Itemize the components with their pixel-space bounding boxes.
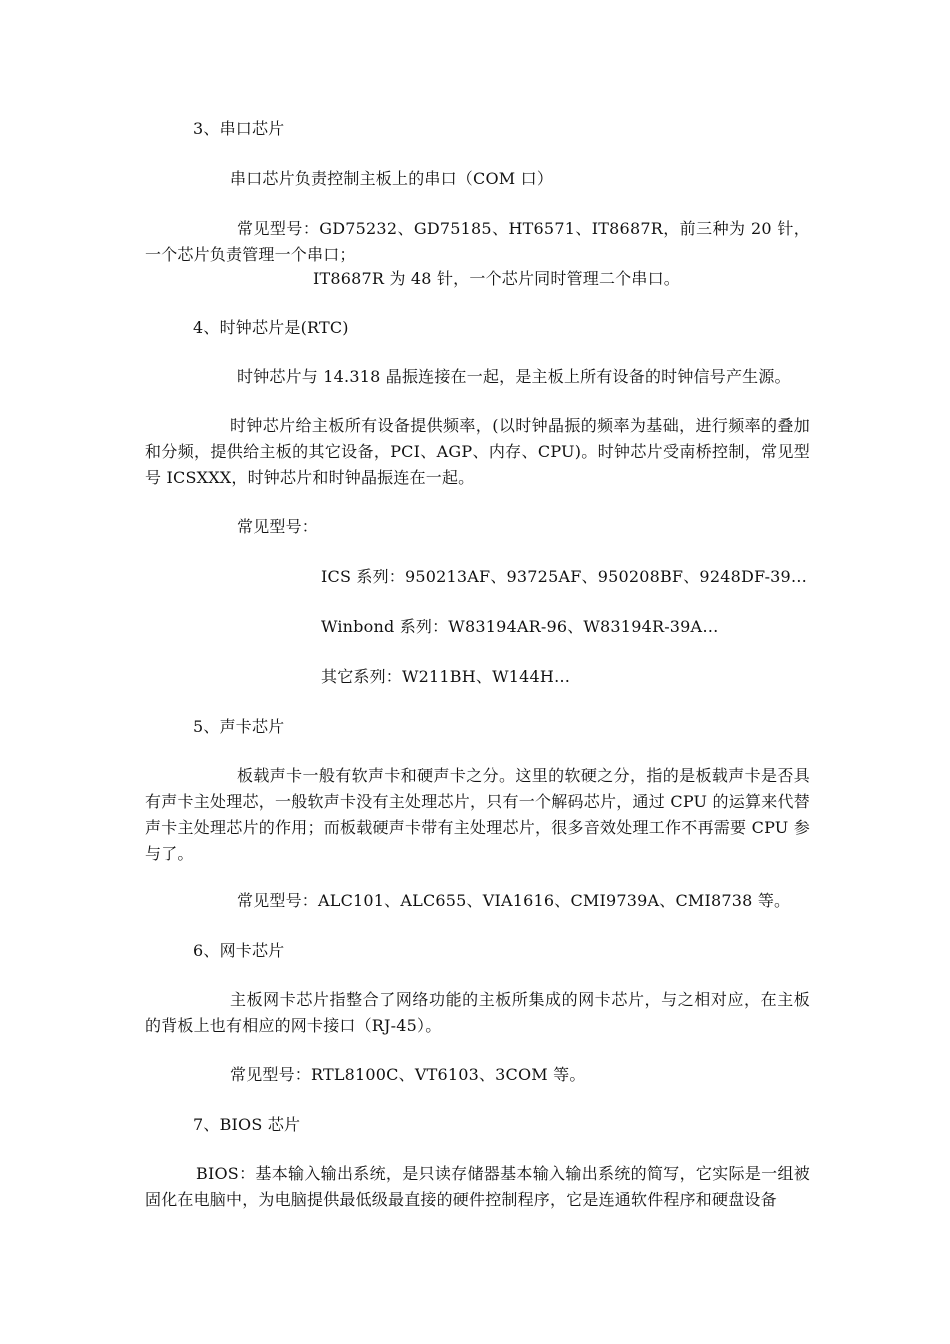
section-heading-serial-chip: 3、串口芯片	[193, 119, 285, 138]
sound-chip-models: 常见型号：ALC101、ALC655、VIA1616、CMI9739A、CMI8738 等。	[237, 891, 791, 910]
serial-chip-description: 串口芯片负责控制主板上的串口（COM 口）	[230, 169, 554, 188]
network-chip-description: 主板网卡芯片指整合了网络功能的主板所集成的网卡芯片，与之相对应，在主板的背板上也有相应的网卡接口（RJ-45）。	[145, 990, 810, 1035]
clock-chip-models-label: 常见型号：	[237, 517, 319, 536]
clock-chip-description: 时钟芯片与 14.318 晶振连接在一起，是主板上所有设备的时钟信号产生源。	[237, 367, 791, 386]
bios-chip-description: BIOS：基本输入输出系统，是只读存储器基本输入输出系统的简写，它实际是一组被固化在电脑中，为电脑提供最低级最直接的硬件控制程序，它是连通软件程序和硬盘设备	[145, 1164, 810, 1209]
sound-chip-description: 板载声卡一般有软声卡和硬声卡之分。这里的软硬之分，指的是板载声卡是否具有声卡主处理芯，一般软声卡没有主处理芯片，只有一个解码芯片，通过 CPU 的运算来代替声卡主处理芯片的作用；而板载硬声卡带有主处理芯片，很多音效处理工作不再需要 CPU 参与了。	[145, 766, 810, 863]
clock-chip-winbond-series: Winbond 系列：W83194AR-96、W83194R-39A…	[321, 617, 719, 636]
clock-chip-ics-series: ICS 系列：950213AF、93725AF、950208BF、9248DF-39…	[321, 567, 808, 586]
network-chip-models: 常见型号：RTL8100C、VT6103、3COM 等。	[230, 1065, 586, 1084]
serial-chip-models-note: IT8687R 为 48 针，一个芯片同时管理二个串口。	[313, 269, 680, 288]
section-heading-network-chip: 6、网卡芯片	[193, 941, 285, 960]
clock-chip-frequency-paragraph: 时钟芯片给主板所有设备提供频率，(以时钟晶振的频率为基础，进行频率的叠加和分频，提供给主板的其它设备，PCI、AGP、内存、CPU)。时钟芯片受南桥控制，常见型号 ICSXXX，时钟芯片和时钟晶振连在一起。	[145, 416, 810, 487]
section-heading-sound-chip: 5、声卡芯片	[193, 717, 285, 736]
section-heading-bios-chip: 7、BIOS 芯片	[193, 1115, 301, 1134]
serial-chip-models: 常见型号：GD75232、GD75185、HT6571、IT8687R，前三种为 20 针，一个芯片负责管理一个串口；	[145, 219, 810, 264]
clock-chip-other-series: 其它系列：W211BH、W144H…	[321, 667, 571, 686]
section-heading-clock-chip: 4、时钟芯片是(RTC)	[193, 318, 349, 337]
